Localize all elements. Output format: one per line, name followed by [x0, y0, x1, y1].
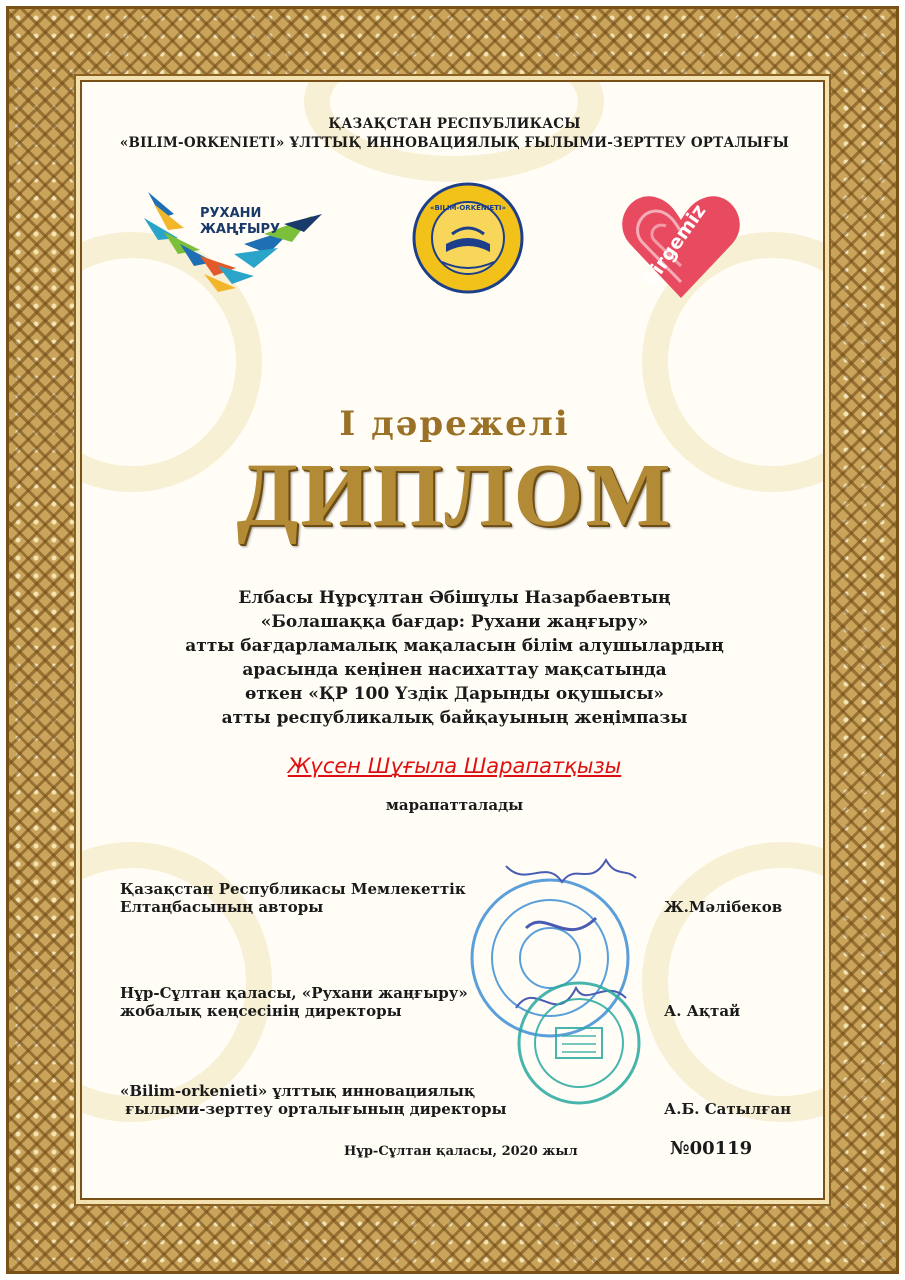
signatory-3-name: А.Б. Сатылған — [664, 1100, 792, 1118]
signatory-1-name: Ж.Мәлібеков — [664, 898, 783, 916]
official-stamp-second — [514, 978, 644, 1108]
body-line: «Болашаққа бағдар: Рухани жаңғыру» — [260, 612, 649, 632]
body-line: атты бағдарламалық мақаласын білім алушылардың — [185, 636, 724, 656]
signatory-3-title — [120, 1082, 520, 1118]
signatory-title-line: жобалық кеңсесінің директоры — [120, 1002, 402, 1020]
rukhani-logo-line2: ЖАҢҒЫРУ — [200, 222, 281, 237]
header-organization: «BILIM-ORKENIETI» ҰЛТТЫҚ ИННОВАЦИЯЛЫҚ ҒЫЛЫМИ-ЗЕРТТЕУ ОРТАЛЫҒЫ — [119, 135, 790, 151]
diploma-title: ДИПЛОМ — [236, 446, 673, 545]
stamp-icon — [514, 978, 644, 1108]
birgemiz-logo — [618, 186, 744, 306]
signatory-title-line: Нұр-Сұлтан қаласы, «Рухани жаңғыру» — [120, 984, 468, 1002]
header-country: ҚАЗАҚСТАН РЕСПУБЛИКАСЫ — [328, 116, 581, 132]
signatory-2-name: А. Ақтай — [664, 1002, 741, 1020]
diploma-number: №00119 — [670, 1138, 753, 1159]
body-line: Елбасы Нұрсұлтан Әбішұлы Назарбаевтың — [238, 588, 671, 608]
body-line: атты республикалық байқауының жеңімпазы — [221, 708, 688, 728]
awarded-text: марапатталады — [385, 796, 524, 814]
signatory-title-line: «Bilim-orkenieti» ұлттық инновациялық — [120, 1082, 476, 1100]
rukhani-zhangyru-logo — [144, 184, 324, 294]
signatory-2-title — [120, 984, 520, 1020]
rukhani-logo-line1: РУХАНИ — [200, 206, 262, 221]
diploma-body — [82, 586, 825, 730]
birgemiz-text: birgemiz — [638, 200, 711, 290]
winner-name: Жүсен Шұғыла Шарапатқызы — [287, 754, 622, 778]
rukhani-logo-text — [200, 206, 280, 238]
background-ornament — [642, 842, 825, 1122]
bilim-orkenieti-seal — [412, 182, 524, 294]
issue-place-year: Нұр-Сұлтан қаласы, 2020 жыл — [344, 1144, 578, 1159]
signatory-1-title — [120, 880, 520, 916]
body-line: өткен «ҚР 100 Үздік Дарынды оқушысы» — [244, 684, 665, 704]
seal-text: «BILIM-ORKENIETI» — [429, 204, 507, 212]
signatory-title-line: Қазақстан Республикасы Мемлекеттік — [120, 880, 466, 898]
diploma-degree: I дәрежелі — [339, 404, 570, 444]
signatory-title-line: Елтаңбасының авторы — [120, 898, 324, 916]
bird-icon — [144, 184, 324, 294]
diploma-sheet — [80, 80, 825, 1200]
body-line: арасында кеңінен насихаттау мақсатында — [242, 660, 667, 680]
signatory-title-line: ғылыми-зерттеу орталығының директоры — [120, 1100, 507, 1118]
seal-icon — [412, 182, 524, 294]
